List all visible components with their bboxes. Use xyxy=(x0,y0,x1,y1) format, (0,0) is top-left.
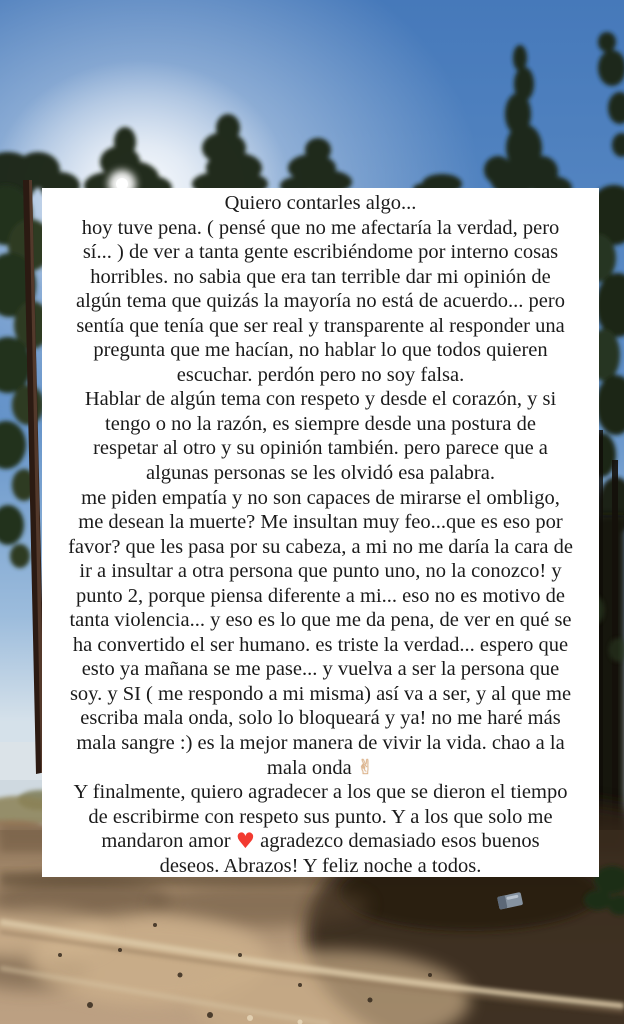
story-text-line: sí... ) de ver a tanta gente escribiéndome por interno cosas xyxy=(82,241,559,264)
story-text-line: Y finalmente, quiero agradecer a los que se dieron el tiempo xyxy=(73,781,568,804)
story-text-line: ha convertido el ser humano. es triste la verdad... espero que xyxy=(72,633,569,656)
story-text-line: algunas personas se les olvidó esa palabra. xyxy=(146,462,495,485)
story-text-line: favor? que les pasa por su cabeza, a mi no me daría la cara de xyxy=(68,535,573,558)
story-text-line: mala onda ✌ xyxy=(266,754,375,779)
story-text-line: mala sangre :) es la mejor manera de vivir la vida. chao a la xyxy=(76,732,565,755)
story-text-line: Quiero contarles algo... xyxy=(224,192,417,214)
story-text-line: tanta violencia... y eso es lo que me da pena, de ver en qué se xyxy=(69,609,572,632)
story-text-line: algún tema que quizás la mayoría no está de acuerdo... pero xyxy=(76,290,565,313)
story-text-line: tengo o no la razón, es siempre desde una postura de xyxy=(105,412,536,435)
story-text-line: sentía que tenía que ser real y transparente al responder una xyxy=(76,314,565,337)
red-heart-icon: ♥ xyxy=(235,829,255,855)
story-text-line: ir a insultar a otra persona que punto uno, no la conozco! y xyxy=(79,560,562,583)
story-text-card xyxy=(42,188,599,877)
story-text-line: horribles. no sabia que era tan terrible dar mi opinión de xyxy=(90,265,551,288)
story-text-line: deseos. Abrazos! Y feliz noche a todos. xyxy=(159,854,482,877)
story-text-line: esto ya mañana se me pase... y vuelva a ser la persona que xyxy=(81,658,560,681)
peace-hand-icon: ✌ xyxy=(356,754,375,779)
story-text-line: pregunta que me hacían, no hablar lo que todos quieren xyxy=(93,339,548,362)
story-text-line: mandaron amor ♥ agradezco demasiado esos buenos xyxy=(101,829,540,855)
story-text-line: me piden empatía y no son capaces de mirarse el ombligo, xyxy=(81,486,560,509)
story-text-line: punto 2, porque piensa diferente a mi... eso no es motivo de xyxy=(75,584,566,607)
story-text-line: me desean la muerte? Me insultan muy feo...que es eso por xyxy=(78,511,563,534)
story-text-line: Hablar de algún tema con respeto y desde el corazón, y si xyxy=(84,388,557,411)
story-text-line: soy. y SI ( me respondo a mi misma) así va a ser, y al que me xyxy=(69,682,572,705)
story-text-line: respetar al otro y su opinión también. pero parece que a xyxy=(93,437,548,460)
story-text-line: hoy tuve pena. ( pensé que no me afectaría la verdad, pero xyxy=(81,216,560,239)
story-text-line: de escribirme con respeto sus punto. Y a los que solo me xyxy=(88,805,553,828)
story-text xyxy=(42,188,599,877)
story-text-line: escriba mala onda, solo lo bloqueará y ya! no me haré más xyxy=(80,707,561,730)
story-text-line: escuchar. perdón pero no soy falsa. xyxy=(176,363,465,386)
